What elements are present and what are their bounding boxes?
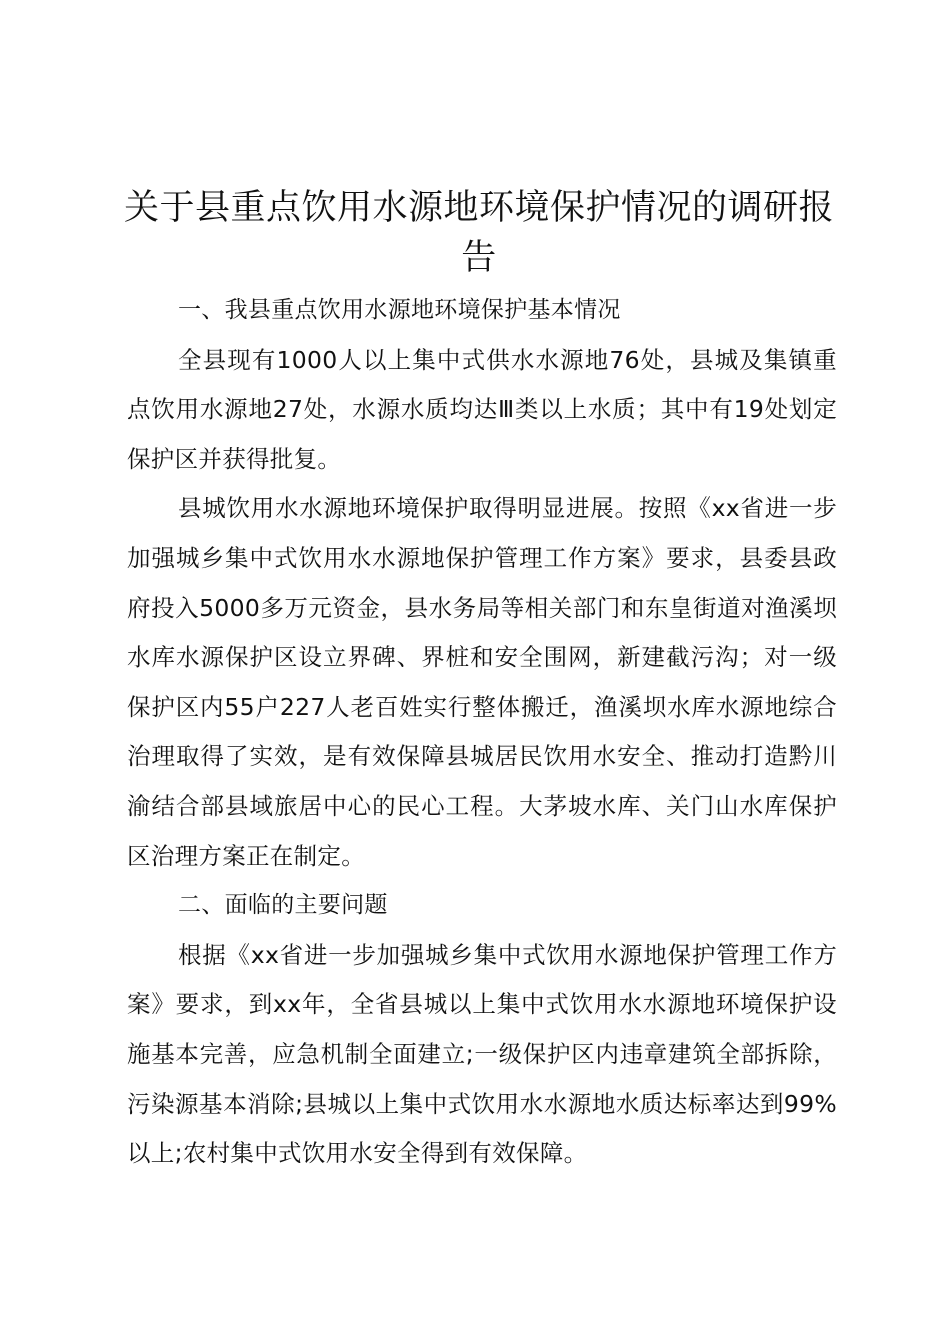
section-heading-2: 二、面临的主要问题 xyxy=(178,892,388,919)
paragraph-water-sources-overview: 全县现有1000人以上集中式供水水源地76处，县城及集镇重点饮用水源地27处，水源水质均达Ⅲ类以上水质；其中有19处划定保护区并获得批复。 xyxy=(127,345,837,473)
paragraph-county-progress: 县城饮用水水源地环境保护取得明显进展。按照《xx省进一步加强城乡集中式饮用水水源地保护管理工作方案》要求，县委县政府投入5000多万元资金，县水务局等相关部门和东皇街道对渔溪坝水库水源保护区设立界碑、界桩和安全围网，新建截污沟；对一级保护区内55户227人老百姓实行整体搬迁，渔溪坝水库水源地综合治理取得了实效，是有效保障县城居民饮用水安全、推动打造黔川渝结合部县域旅居中心的民心工程。大茅坡水库、关门山水库保护区治理方案正在制定。 xyxy=(127,494,837,870)
document-body xyxy=(127,286,837,1179)
paragraph-requirements: 根据《xx省进一步加强城乡集中式饮用水源地保护管理工作方案》要求，到xx年，全省县城以上集中式饮用水水源地环境保护设施基本完善，应急机制全面建立;一级保护区内违章建筑全部拆除，污染源基本消除;县城以上集中式饮用水水源地水质达标率达到99%以上;农村集中式饮用水安全得到有效保障。 xyxy=(127,940,837,1168)
document-title: 关于县重点饮用水源地环境保护情况的调研报告 xyxy=(123,188,834,278)
section-heading-1: 一、我县重点饮用水源地环境保护基本情况 xyxy=(178,297,621,323)
